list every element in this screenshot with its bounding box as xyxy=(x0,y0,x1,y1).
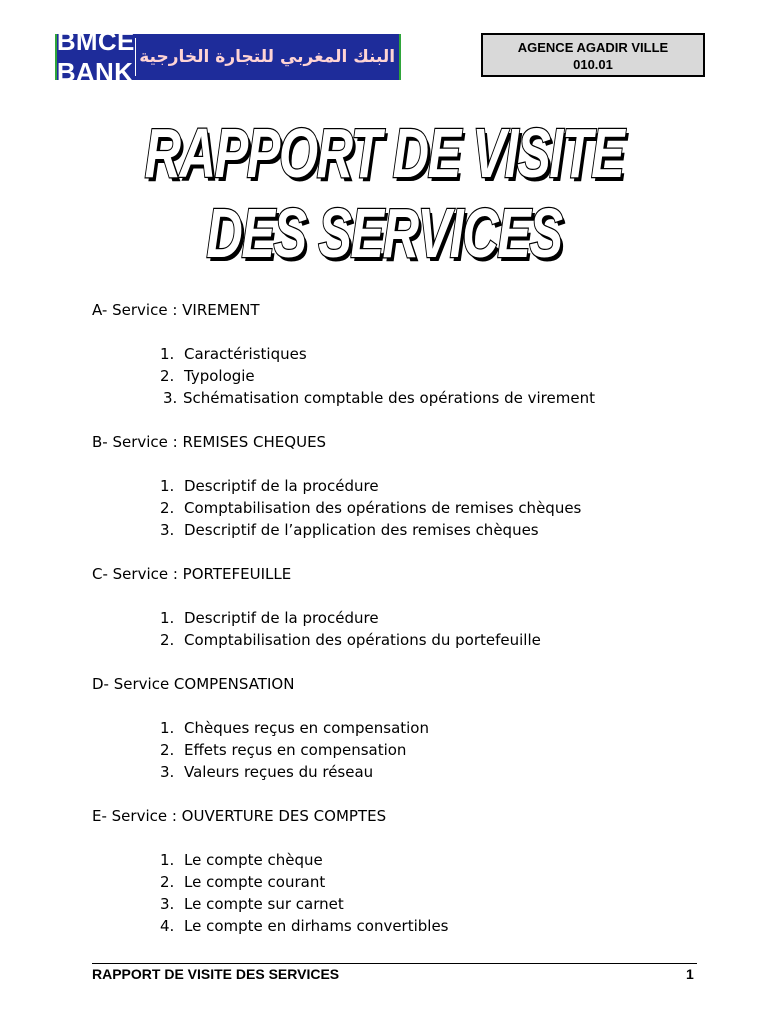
item-number: 3. xyxy=(160,763,175,781)
item-text: Schématisation comptable des opérations de virement xyxy=(183,389,595,407)
item-text: Le compte courant xyxy=(184,873,326,891)
item-number: 3. xyxy=(160,521,175,539)
list-item xyxy=(160,366,255,386)
item-number: 4. xyxy=(160,917,175,935)
item-number: 2. xyxy=(160,631,175,649)
item-number: 2. xyxy=(160,367,175,385)
footer-title: RAPPORT DE VISITE DES SERVICES xyxy=(92,966,340,982)
footer-rule xyxy=(92,963,697,964)
list-item xyxy=(160,520,539,540)
item-text: Effets reçus en compensation xyxy=(184,741,407,759)
item-number: 1. xyxy=(160,345,175,363)
list-item xyxy=(160,718,429,738)
list-item xyxy=(160,894,344,914)
item-number: 1. xyxy=(160,477,175,495)
section-heading-c: C- Service : PORTEFEUILLE xyxy=(92,565,292,583)
list-item xyxy=(163,388,595,408)
item-number: 2. xyxy=(160,873,175,891)
item-number: 1. xyxy=(160,719,175,737)
item-text: Chèques reçus en compensation xyxy=(184,719,429,737)
list-item xyxy=(160,740,406,760)
list-item xyxy=(160,608,379,628)
item-text: Descriptif de la procédure xyxy=(184,609,379,627)
document-title-line2: DES SERVICES xyxy=(206,194,562,272)
section-heading-b: B- Service : REMISES CHEQUES xyxy=(92,433,327,451)
list-item xyxy=(160,476,379,496)
list-item xyxy=(160,872,325,892)
item-number: 3. xyxy=(160,895,175,913)
item-text: Caractéristiques xyxy=(184,345,307,363)
item-text: Descriptif de la procédure xyxy=(184,477,379,495)
item-text: Descriptif de l’application des remises chèques xyxy=(184,521,539,539)
logo-brand-text: BMCE BANK xyxy=(56,26,135,87)
item-number: 2. xyxy=(160,499,175,517)
logo-right-stripe xyxy=(399,34,401,80)
list-item xyxy=(160,344,307,364)
agency-code: 010.01 xyxy=(573,57,613,72)
item-text: Le compte en dirhams convertibles xyxy=(184,917,449,935)
item-text: Comptabilisation des opérations du portefeuille xyxy=(184,631,541,649)
agency-name: AGENCE AGADIR VILLE xyxy=(517,40,669,55)
list-item xyxy=(160,850,323,870)
list-item xyxy=(160,762,373,782)
item-number: 2. xyxy=(160,741,175,759)
list-item xyxy=(160,498,581,518)
item-text: Typologie xyxy=(184,367,255,385)
list-item xyxy=(160,916,449,936)
section-heading-d: D- Service COMPENSATION xyxy=(92,675,295,693)
item-number: 1. xyxy=(160,609,175,627)
logo-arabic-text: البنك المغربي للتجارة الخارجية xyxy=(139,47,396,67)
item-number: 1. xyxy=(160,851,175,869)
page-number: 1 xyxy=(686,966,694,982)
list-item xyxy=(160,630,541,650)
agency-box xyxy=(481,33,705,77)
section-heading-a: A- Service : VIREMENT xyxy=(92,301,260,319)
item-text: Le compte chèque xyxy=(184,851,323,869)
item-text: Comptabilisation des opérations de remises chèques xyxy=(184,499,582,517)
item-number: 3. xyxy=(163,389,178,407)
item-text: Le compte sur carnet xyxy=(184,895,344,913)
item-text: Valeurs reçues du réseau xyxy=(184,763,374,781)
section-heading-e: E- Service : OUVERTURE DES COMPTES xyxy=(92,807,387,825)
document-title-line1: RAPPORT DE VISITE xyxy=(144,114,624,192)
bank-logo xyxy=(55,26,401,87)
